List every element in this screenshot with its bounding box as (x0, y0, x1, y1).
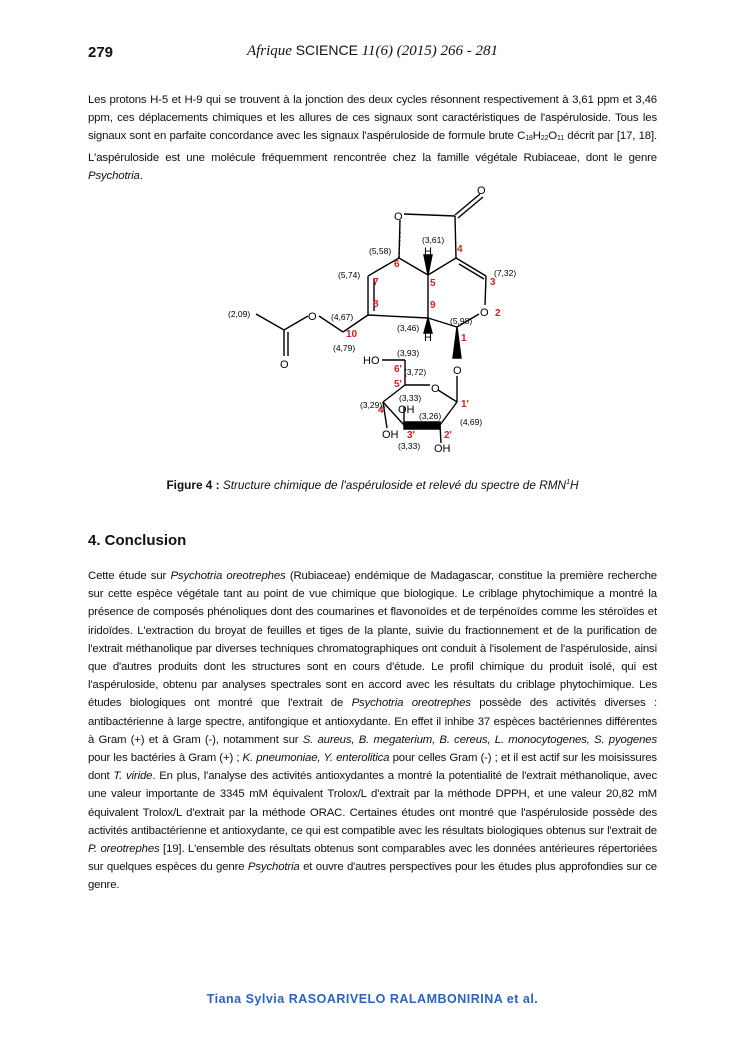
journal-name: Afrique (246, 43, 292, 59)
svg-text:H: H (424, 332, 432, 344)
svg-text:O: O (480, 307, 489, 319)
svg-text:8: 8 (373, 299, 379, 310)
section-title: 4. Conclusion (88, 532, 187, 549)
svg-text:(3,61): (3,61) (422, 235, 445, 245)
svg-text:4: 4 (457, 244, 463, 255)
svg-text:O: O (453, 365, 462, 377)
svg-text:(4,69): (4,69) (460, 417, 483, 427)
figure-caption: Figure 4 : Structure chimique de l'aspéruloside et relevé du spectre de RMN$^1$H (166, 478, 579, 492)
page-header (88, 42, 657, 66)
svg-text:H: H (424, 246, 432, 258)
svg-text:3': 3' (407, 430, 415, 441)
svg-text:(2,09): (2,09) (228, 309, 251, 319)
svg-text:6': 6' (394, 364, 402, 375)
svg-text:1': 1' (461, 399, 469, 410)
svg-text:OH: OH (398, 404, 415, 416)
svg-text:(3,29): (3,29) (360, 400, 383, 410)
svg-text:5: 5 (430, 278, 436, 289)
svg-text:O: O (477, 185, 486, 197)
svg-text:(5,98): (5,98) (450, 316, 473, 326)
svg-text:O: O (308, 311, 317, 323)
page-number: 279 (88, 44, 114, 61)
svg-text:(5,74): (5,74) (338, 270, 361, 280)
svg-text:(3,33): (3,33) (399, 393, 422, 403)
svg-text:O: O (431, 383, 440, 395)
svg-text:(4,67): (4,67) (331, 312, 354, 322)
svg-text:10: 10 (346, 329, 358, 340)
svg-text:(3,26): (3,26) (419, 411, 442, 421)
svg-text:6: 6 (394, 259, 400, 270)
svg-text:(5,58): (5,58) (369, 246, 392, 256)
page-footer-authors: Tiana Sylvia RASOARIVELO RALAMBONIRINA et al. (206, 992, 539, 1006)
nmr-shifts (228, 235, 516, 451)
svg-text:(3,46): (3,46) (397, 323, 420, 333)
svg-text:2: 2 (495, 308, 501, 319)
svg-text:O: O (280, 359, 289, 371)
journal-reference: 11(6) (2015) 266 - 281 (361, 43, 499, 59)
journal-science: SCIENCE (295, 42, 358, 58)
svg-text:4': 4' (378, 405, 386, 416)
svg-text:O: O (394, 211, 403, 223)
svg-text:2': 2' (444, 430, 452, 441)
journal-citation (88, 42, 657, 60)
svg-text:3: 3 (490, 277, 496, 288)
svg-text:7: 7 (373, 277, 379, 288)
svg-text:OH: OH (382, 429, 399, 441)
svg-text:HO: HO (363, 355, 380, 367)
results-paragraph: Les protons H-5 et H-9 qui se trouvent à la jonction des deux cycles résonnent respectivement à 3,61 ppm et 3,46 ppm, ces déplacements chimiques et les allures de ces signaux sont caractéristiques de l'aspéruloside. Tous les signaux sont en parfaite concordance avec les signaux l'aspéruloside de formule brute C18H22O11 décrit par [17, 18]. L'aspéruloside est une molécule fréquemment rencontrée chez la famille végétale Rubiaceae, dont le genre Psychotria. (88, 94, 658, 182)
svg-text:5': 5' (394, 379, 402, 390)
svg-text:(3,33): (3,33) (398, 441, 421, 451)
svg-text:(3,72): (3,72) (404, 367, 427, 377)
svg-text:(3,93): (3,93) (397, 348, 420, 358)
asperuloside-structure-figure (210, 180, 550, 460)
svg-text:9: 9 (430, 300, 436, 311)
svg-text:(7,32): (7,32) (494, 268, 517, 278)
svg-text:(4,79): (4,79) (333, 343, 356, 353)
svg-text:OH: OH (434, 443, 451, 455)
chemical-structure (210, 180, 550, 460)
conclusion-paragraph: Cette étude sur Psychotria oreotrephes (Rubiaceae) endémique de Madagascar, constitue la première recherche sur cette espèce végétale tant au point de vue chimique que biologique. Le criblage phytochimique a montré la présence de composés phénoliques dont des coumarines et flavonoïdes et de terpénoïdes comme les stéroïdes et iridoïdes. L'extraction du broyat de feuilles et tiges de la plante, suivie du fractionnement et de la purification de l'extrait méthanolique par diverses techniques chromatographiques ont conduit à l'isolement de l'aspéruloside, ainsi que d'autres produits dont les structures sont en cours d'étude. Le profil chimique du produit isolé, qui est l'aspéruloside, obtenu par analyses spectrales sont en accord avec les résultats du criblage phytochimique. Les études biologiques ont montré que l'extrait de Psychotria oreotrephes possède des activités diverses : antibactérienne à large spectre, antifongique et antioxydante. En effet il inhibe 37 espèces bactériennes différentes à Gram (+) et à Gram (-), notamment sur S. aureus, B. megaterium, B. cereus, L. monocytogenes, S. pyogenes pour les bactéries à Gram (+) ; K. pneumoniae, Y. enterolitica pour celles Gram (-) ; et il est actif sur les moisissures dont T. viride. En plus, l'analyse des activités antioxydantes a montré la potentialité de l'extrait méthanolique, avec une valeur importante de 3345 mM équivalent Trolox/L d'extrait par la méthode DPPH, et une valeur 20,82 mM équivalent Trolox/L d'extrait par la méthode ORAC. Certaines études ont montré que l'aspéruloside possède des activités antibactérienne et antioxydante, ce qui est compatible avec les résultats biologiques obtenus sur l'extrait de P. oreotrephes [19]. L'ensemble des résultats obtenus sont comparables avec les données antérieures répertoriées sur quelques espèces du genre Psychotria et ouvre d'autres perspectives pour les études plus approfondies sur ce genre. (88, 570, 658, 892)
svg-text:1: 1 (461, 333, 467, 344)
